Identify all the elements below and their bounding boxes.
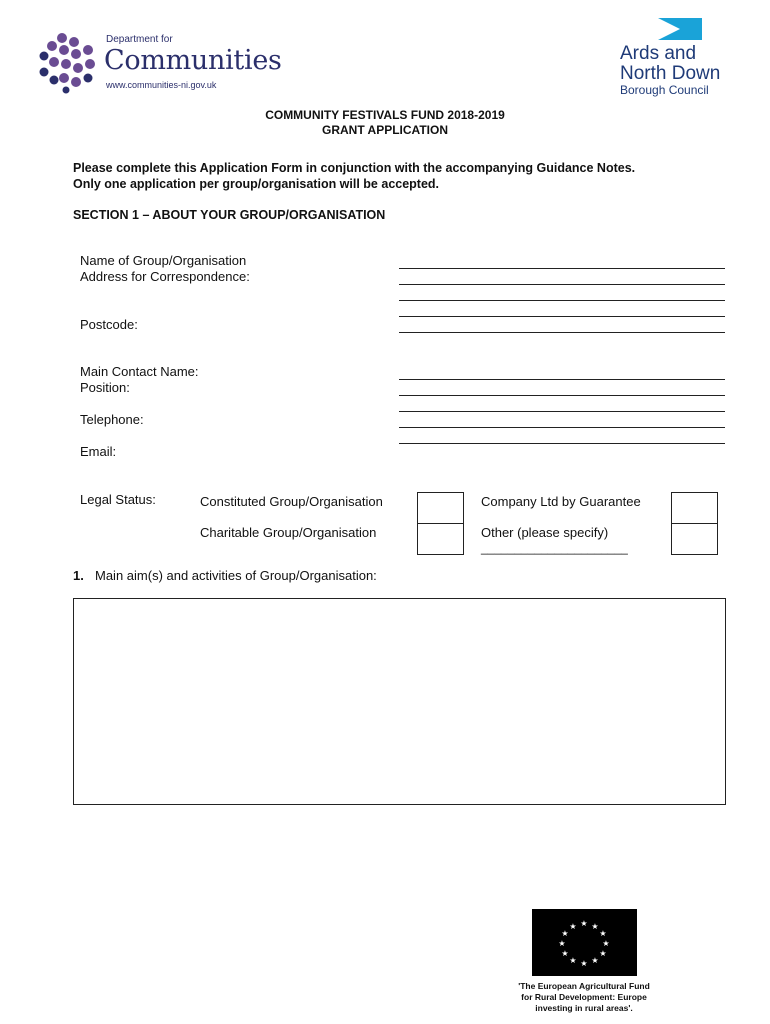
svg-text:★: ★ [580, 959, 588, 968]
eu-caption-line3: investing in rural areas'. [535, 1003, 633, 1013]
option-other: Other (please specify) [481, 525, 609, 540]
question1-text: Main aim(s) and activities of Group/Organisation: [95, 568, 377, 583]
field-line-telephone-2[interactable] [399, 427, 725, 428]
council-flag-icon [658, 18, 702, 40]
eu-stars-icon [532, 909, 637, 976]
field-line-position[interactable] [399, 395, 725, 396]
form-title-line2: GRANT APPLICATION [322, 123, 448, 137]
label-postcode: Postcode: [80, 317, 138, 332]
question1-answer-box[interactable] [73, 598, 726, 805]
council-name-line3: Borough Council [620, 83, 709, 97]
field-line-address-1[interactable] [399, 284, 725, 285]
eu-caption-line2: for Rural Development: Europe [521, 992, 647, 1002]
checkbox-other[interactable] [671, 523, 718, 555]
intro-line2: Only one application per group/organisation will be accepted. [73, 177, 440, 191]
council-name-line1: Ards and [620, 43, 697, 64]
dfc-hexagon-cluster-icon [38, 32, 100, 94]
dfc-logo [38, 32, 288, 94]
section1-heading: SECTION 1 – ABOUT YOUR GROUP/ORGANISATION [73, 208, 386, 222]
option-charitable: Charitable Group/Organisation [200, 525, 377, 540]
question1-number: 1. [73, 568, 84, 583]
svg-text:★: ★ [591, 922, 599, 931]
label-telephone: Telephone: [80, 412, 144, 427]
svg-text:★: ★ [599, 929, 607, 938]
checkbox-company[interactable] [671, 492, 718, 524]
field-line-address-3[interactable] [399, 316, 725, 317]
label-group-name: Name of Group/Organisation [80, 253, 247, 268]
svg-text:★: ★ [569, 922, 577, 931]
svg-text:★: ★ [569, 956, 577, 965]
svg-text:★: ★ [599, 949, 607, 958]
label-legal-status: Legal Status: [80, 492, 156, 507]
label-email: Email: [80, 444, 117, 459]
checkbox-constituted[interactable] [417, 492, 464, 524]
field-line-address-2[interactable] [399, 300, 725, 301]
svg-text:★: ★ [580, 919, 588, 928]
dfc-url: www.communities-ni.gov.uk [106, 80, 217, 90]
field-line-email[interactable] [399, 443, 725, 444]
svg-text:★: ★ [602, 939, 610, 948]
svg-text:★: ★ [591, 956, 599, 965]
option-other-specify-line[interactable]: ______________________ [481, 541, 628, 555]
field-line-postcode[interactable] [399, 332, 725, 333]
option-constituted: Constituted Group/Organisation [200, 494, 383, 509]
intro-line1: Please complete this Application Form in conjunction with the accompanying Guidance Notes. [73, 161, 636, 175]
field-line-group-name[interactable] [399, 268, 725, 269]
dfc-name: Communities [104, 45, 282, 76]
svg-text:★: ★ [561, 949, 569, 958]
label-contact-name: Main Contact Name: [80, 364, 199, 379]
council-logo [620, 18, 750, 98]
option-company: Company Ltd by Guarantee [481, 494, 641, 509]
label-position: Position: [80, 380, 130, 395]
field-line-telephone-1[interactable] [399, 411, 725, 412]
dfc-department-text: Department for [106, 34, 173, 45]
checkbox-charitable[interactable] [417, 523, 464, 555]
svg-text:★: ★ [561, 929, 569, 938]
council-name-line2: North Down [620, 63, 721, 84]
form-title-line1: COMMUNITY FESTIVALS FUND 2018-2019 [265, 108, 505, 122]
eu-caption-line1: 'The European Agricultural Fund [518, 981, 650, 991]
eu-flag [532, 909, 637, 976]
label-address: Address for Correspondence: [80, 269, 250, 284]
svg-text:★: ★ [558, 939, 566, 948]
field-line-contact-name[interactable] [399, 379, 725, 380]
